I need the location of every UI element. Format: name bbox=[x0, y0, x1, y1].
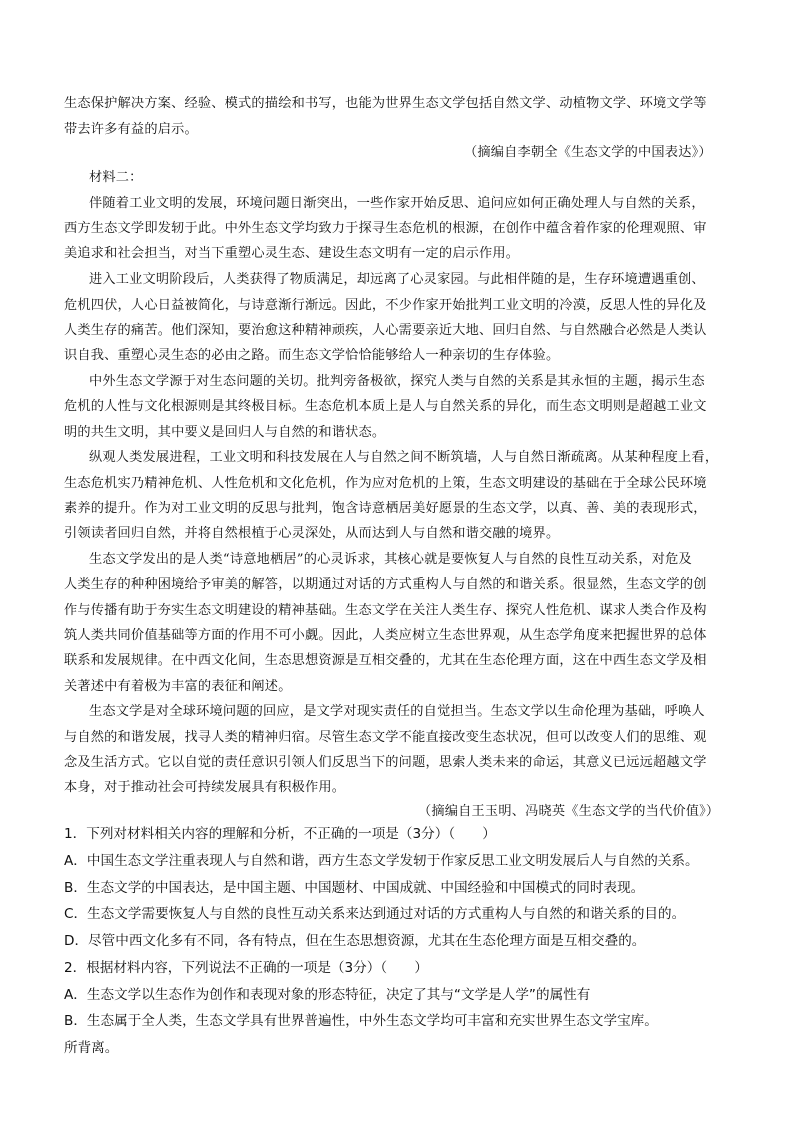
paragraph-line: 素养的提升。作为对工业文明的反思与批判，饱含诗意栖居美好愿景的生态文学，以真、善、美的表现形式， bbox=[64, 501, 707, 516]
paragraph-line: 危机四伏，人心日益被简化，与诗意渐行渐远。因此，不少作家开始批判工业文明的冷漠，反思人性的异化及 bbox=[64, 298, 707, 313]
paragraph-line: 引领读者回归自然，并将自然根植于心灵深处，从而达到人与自然和谐交融的境界。 bbox=[64, 526, 560, 541]
paragraph-line: 生态文学发出的是人类“诗意地栖居”的心灵诉求，其核心就是要恢复人与自然的良性互动关系，对危及 bbox=[89, 552, 692, 567]
question-1-option-a: A．中国生态文学注重表现人与自然和谐，西方生态文学发轫于作家反思工业文明发展后人与自然的关系。 bbox=[64, 853, 699, 869]
intro-line: 生态保护解决方案、经验、模式的描绘和书写，也能为世界生态文学包括自然文学、动植物文学、环境文学等 bbox=[64, 96, 707, 111]
paragraph-line: 西方生态文学即发轫于此。中外生态文学均致力于探寻生态危机的根源，在创作中蕴含着作家的伦理观照、审 bbox=[64, 221, 707, 236]
paragraph-line: 与自然的和谐发展，找寻人类的精神归宿。尽管生态文学不能直接改变生态状况，但可以改变人们的思维、观 bbox=[64, 730, 707, 745]
question-1-stem: 1．下列对材料相关内容的理解和分析，不正确的一项是（3分）（ ） bbox=[64, 826, 496, 842]
question-2-option-a: A．生态文学以生态作为创作和表现对象的形态特征，决定了其与“文学是人学”的属性有 bbox=[64, 987, 591, 1003]
paragraph-line: 关著述中有着极为丰富的表征和阐述。 bbox=[64, 679, 292, 694]
paragraph-line: 进入工业文明阶段后，人类获得了物质满足，却远离了心灵家园。与此相伴随的是，生存环境遭遇重创、 bbox=[89, 272, 705, 287]
paragraph-line: 生态文学是对全球环境问题的回应，是文学对现实责任的自觉担当。生态文学以生命伦理为基础，呼唤人 bbox=[89, 704, 705, 719]
question-2-option-b: B．生态属于全人类，生态文学具有世界普遍性，中外生态文学均可丰富和充实世界生态文学宝库。 bbox=[64, 1013, 658, 1029]
paragraph-line: 伴随着工业文明的发展，环境问题日渐突出，一些作家开始反思、追问应如何正确处理人与自然的关系， bbox=[89, 196, 705, 211]
question-1-option-c: C．生态文学需要恢复人与自然的良性互动关系来达到通过对话的方式重构人与自然的和谐关系的目的。 bbox=[64, 906, 686, 922]
question-1-option-d: D．尽管中西文化多有不同，各有特点，但在生态思想资源，尤其在生态伦理方面是互相交叠的。 bbox=[64, 933, 646, 949]
paragraph-line: 纵观人类发展进程，工业文明和科技发展在人与自然之间不断筑墙，人与自然日渐疏离。从某种程度上看， bbox=[89, 450, 719, 465]
paragraph-line: 人类生存的种种困境给予审美的解答，以期通过对话的方式重构人与自然的和谐关系。很显然，生态文学的创 bbox=[64, 577, 707, 592]
paragraph-line: 生态危机实乃精神危机、人性危机和文化危机，作为应对危机的上策，生态文明建设的基础在于全球公民环境 bbox=[64, 476, 707, 491]
paragraph-line: 联系和发展规律。在中西文化间，生态思想资源是互相交叠的，尤其在生态伦理方面，这在中西生态文学及相 bbox=[64, 653, 707, 668]
citation-2: （摘编自王玉明、冯晓英《生态文学的当代价值》） bbox=[418, 804, 720, 819]
question-1-option-b: B．生态文学的中国表达，是中国主题、中国题材、中国成就、中国经验和中国模式的同时表现。 bbox=[64, 880, 645, 896]
paragraph-line: 中外生态文学源于对生态问题的关切。批判旁备极欲，探究人类与自然的关系是其永恒的主题，揭示生态 bbox=[89, 374, 705, 389]
paragraph-line: 明的共生文明，其中要义是回归人与自然的和谐状态。 bbox=[64, 425, 386, 440]
paragraph-line: 念及生活方式。它以自觉的责任意识引领人们反思当下的问题，思索人类未来的命运，其意义已远远超越文学 bbox=[64, 755, 707, 770]
material-heading: 材料二： bbox=[89, 170, 143, 185]
paragraph-line: 作与传播有助于夯实生态文明建设的精神基础。生态文学在关注人类生存、探究人性危机、谋求人类合作及构 bbox=[64, 603, 707, 618]
paragraph-line: 美追求和社会担当，对当下重塑心灵生态、建设生态文明有一定的启示作用。 bbox=[64, 246, 520, 261]
question-2-trailing-text: 所背离。 bbox=[64, 1040, 119, 1056]
paragraph-line: 危机的人性与文化根源则是其终极目标。生态危机本质上是人与自然关系的异化，而生态文明则是超越工业文 bbox=[64, 399, 707, 414]
paragraph-line: 识自我、重塑心灵生态的必由之路。而生态文学恰恰能够给人一种亲切的生存体验。 bbox=[64, 348, 560, 363]
paragraph-line: 筑人类共同价值基础等方面的作用不可小觑。因此，人类应树立生态世界观，从生态学角度来把握世界的总体 bbox=[64, 628, 707, 643]
question-2-stem: 2．根据材料内容，下列说法不正确的一项是（3分）（ ） bbox=[64, 960, 428, 976]
paragraph-line: 人类生存的痛苦。他们深知，要治愈这种精神顽疾，人心需要亲近大地、回归自然、与自然融合必然是人类认 bbox=[64, 323, 707, 338]
citation-1: （摘编自李朝全《生态文学的中国表达》） bbox=[464, 145, 712, 160]
paragraph-line: 本身，对于推动社会可持续发展具有积极作用。 bbox=[64, 780, 346, 795]
intro-line: 带去许多有益的启示。 bbox=[64, 122, 198, 137]
